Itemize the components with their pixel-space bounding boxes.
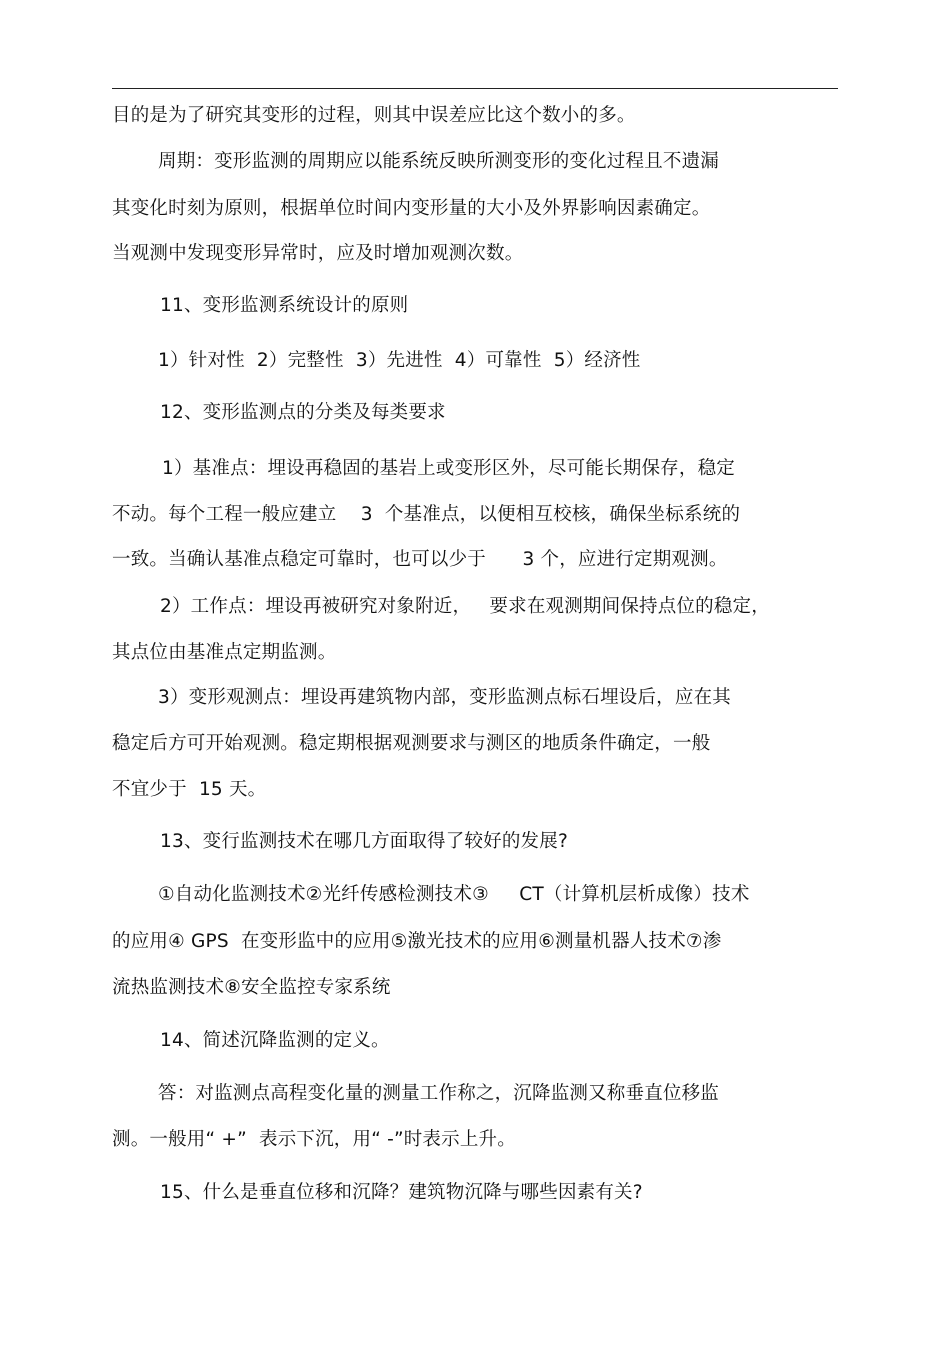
text-line-10: 一致。当确认基准点稳定可靠时，也可以少于 3 个，应进行定期观测。 bbox=[112, 549, 728, 570]
text-line-13: 3）变形观测点：埋设再建筑物内部，变形监测点标石埋设后，应在其 bbox=[158, 687, 731, 708]
text-line-6: 1）针对性 2）完整性 3）先进性 4）可靠性 5）经济性 bbox=[158, 350, 641, 371]
text-line-4: 当观测中发现变形异常时，应及时增加观测次数。 bbox=[112, 243, 524, 264]
text-line-15: 不宜少于 15 天。 bbox=[112, 779, 267, 800]
section-heading-15: 15、什么是垂直位移和沉降？建筑物沉降与哪些因素有关? bbox=[160, 1182, 643, 1203]
text-line-9: 不动。每个工程一般应建立 3 个基准点，以便相互校核，确保坐标系统的 bbox=[112, 504, 741, 525]
text-line-18: 的应用④ GPS 在变形监中的应用⑤激光技术的应用⑥测量机器人技术⑦渗 bbox=[112, 931, 722, 952]
text-line-3: 其变化时刻为原则，根据单位时间内变形量的大小及外界影响因素确定。 bbox=[112, 198, 711, 219]
text-line-21: 答：对监测点高程变化量的测量工作称之，沉降监测又称垂直位移监 bbox=[158, 1083, 720, 1104]
text-line-8: 1）基准点：埋设再稳固的基岩上或变形区外，尽可能长期保存，稳定 bbox=[162, 458, 735, 479]
text-line-22: 测。一般用“ +” 表示下沉，用“ -”时表示上升。 bbox=[112, 1129, 516, 1150]
text-line-19: 流热监测技术⑧安全监控专家系统 bbox=[112, 977, 391, 998]
text-line-14: 稳定后方可开始观测。稳定期根据观测要求与测区的地质条件确定，一般 bbox=[112, 733, 711, 754]
text-line-1: 目的是为了研究其变形的过程，则其中误差应比这个数小的多。 bbox=[112, 105, 636, 126]
text-line-12: 其点位由基准点定期监测。 bbox=[112, 642, 337, 663]
section-heading-13: 13、变行监测技术在哪几方面取得了较好的发展? bbox=[160, 831, 568, 852]
text-line-17: ①自动化监测技术②光纤传感检测技术③ CT（计算机层析成像）技术 bbox=[158, 884, 750, 905]
section-heading-14: 14、简述沉降监测的定义。 bbox=[160, 1030, 390, 1051]
section-heading-11: 11、变形监测系统设计的原则 bbox=[160, 295, 409, 316]
section-heading-12: 12、变形监测点的分类及每类要求 bbox=[160, 402, 446, 423]
text-line-2: 周期：变形监测的周期应以能系统反映所测变形的变化过程且不遗漏 bbox=[158, 151, 720, 172]
header-rule bbox=[112, 88, 838, 89]
text-line-11: 2）工作点：埋设再被研究对象附近， 要求在观测期间保持点位的稳定， bbox=[160, 596, 770, 617]
